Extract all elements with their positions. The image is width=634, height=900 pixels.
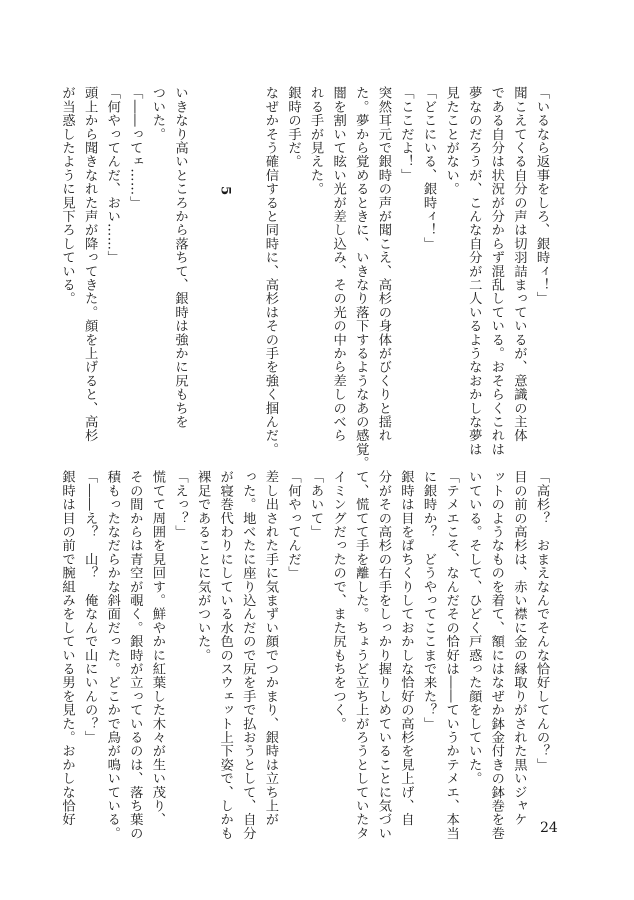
text-line: 「――ってェ……」 bbox=[127, 86, 143, 210]
text-line: 「えっ？」 bbox=[172, 470, 188, 539]
text-line: 差し出された手に気まずい顔でつかまり、銀時は立ち上が bbox=[262, 470, 278, 827]
text-line: ットのようなものを着て、額にはなぜか鉢金付きの鉢巻を巻 bbox=[488, 470, 504, 840]
text-line: が当惑したように見下ろしている。 bbox=[59, 86, 75, 306]
text-line: 聞こえてくる自分の声は切羽詰まっているが、意識の主体 bbox=[511, 86, 527, 443]
text-line: 「――え？ 山？ 俺なんで山にいんの？」 bbox=[82, 470, 98, 744]
page-number: 24 bbox=[540, 820, 558, 836]
text-line bbox=[236, 86, 259, 438]
text-line: いている。そして、ひどく戸惑った顔をしていた。 bbox=[466, 470, 482, 786]
text-line: 「テメエこそ、なんだその恰好は――ていうかテメエ、本当 bbox=[443, 470, 459, 840]
section-heading: 5 bbox=[217, 185, 233, 196]
text-line: 頭上から聞きなれた声が降ってきた。顔を上げると、高杉 bbox=[82, 86, 98, 443]
text-line: 「いるなら返事をしろ、銀時ィ！」 bbox=[534, 86, 549, 306]
text-line: 「どこにいる、銀時ィ！」 bbox=[421, 86, 437, 251]
text-line: 積もったなだらかな斜面だった。どこかで鳥が鳴いている。 bbox=[104, 470, 120, 840]
text-line: 夢なのだろうが、こんな自分が二人いるようなおかしな夢は bbox=[466, 86, 482, 456]
text-line: た。夢から覚めるときに、いきなり落下するようなあの感覚。 bbox=[353, 86, 369, 470]
text-line: なぜかそう確信すると同時に、高杉はその手を強く掴んだ。 bbox=[262, 86, 278, 456]
text-line: 分がその高杉の右手をしっかり握りしめていることに気づい bbox=[375, 470, 391, 840]
text-line: 銀時は目の前で腕組みをしている男を見た。おかしな恰好 bbox=[59, 470, 75, 827]
text-line: が寝巻代わりにしている水色のスウェット上下姿で、しかも bbox=[217, 470, 233, 840]
text-line: 銀時の手だ。 bbox=[285, 86, 301, 169]
text-line: て、慌てて手を離した。ちょうど立ち上がろうとしていたタ bbox=[353, 470, 369, 840]
text-line: に銀時か？ どうやってここまで来た？」 bbox=[421, 470, 437, 731]
text-line: った。地べたに座り込んだので尻を手で払おうとして、自分 bbox=[240, 470, 256, 840]
text-line: 「あいて」 bbox=[308, 470, 324, 539]
text-line: である自分は状況が分からず混乱している。おそらくこれは bbox=[488, 86, 504, 456]
text-line: 「ここだよ！」 bbox=[398, 86, 414, 182]
text-line: その間からは青空が覗く。銀時が立っているのは、落ち葉の bbox=[127, 470, 143, 840]
text-line bbox=[191, 86, 214, 438]
text-line: 裸足であることに気がついた。 bbox=[195, 470, 211, 662]
text-line: 突然耳元で銀時の声が聞こえ、高杉の身体がびくりと揺れ bbox=[375, 86, 391, 443]
text-line: ついた。 bbox=[149, 86, 165, 141]
text-line: 「高杉？ おまえなんでそんな恰好してんの？」 bbox=[534, 470, 549, 772]
upper-text-block bbox=[55, 86, 552, 470]
text-line: 闇を割いて眩い光が差し込み、その光の中から差しのべら bbox=[330, 86, 346, 443]
text-line: 「何やってんだ」 bbox=[285, 470, 301, 580]
text-line: イミングだったので、また尻もちをつく。 bbox=[330, 470, 346, 731]
text-line: 慌てて周囲を見回す。鮮やかに紅葉した木々が生い茂り、 bbox=[149, 470, 165, 827]
text-line: 銀時は目をぱちくりしておかしな恰好の高杉を見上げ、自 bbox=[398, 470, 414, 827]
text-line: 見たことがない。 bbox=[443, 86, 459, 196]
text-line: 「何やってんだ、おい……」 bbox=[104, 86, 120, 265]
text-line: れる手が見えた。 bbox=[308, 86, 324, 196]
text-line: 目の前の高杉は、赤い襟に金の縁取りがされた黒いジャケ bbox=[511, 470, 527, 827]
text-line: いきなり高いところから落ちて、銀時は強かに尻もちを bbox=[172, 86, 188, 429]
